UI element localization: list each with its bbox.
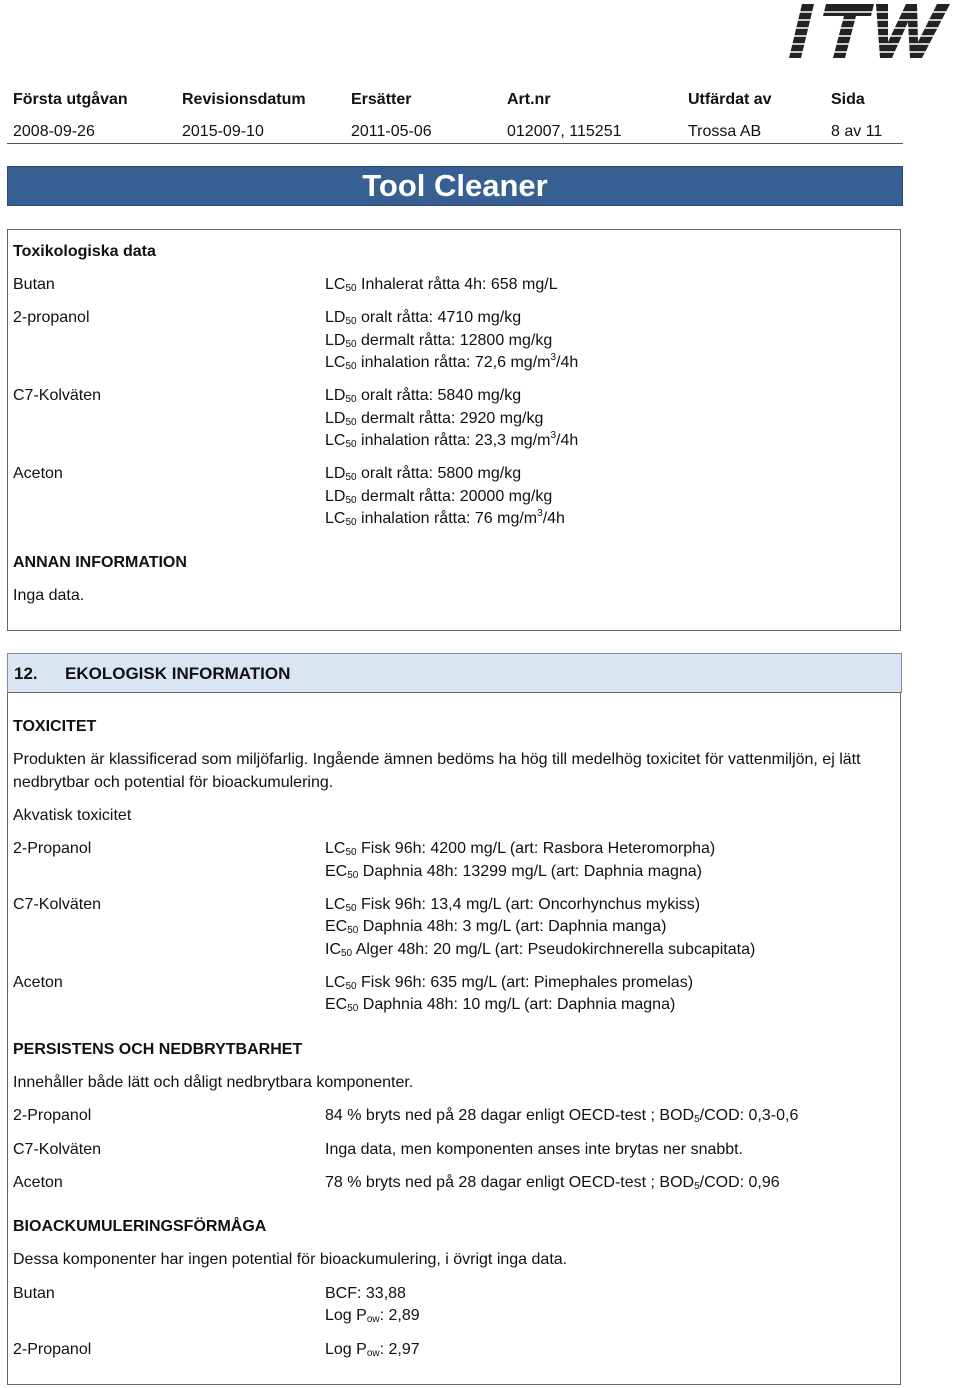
- header-value-first-edition: 2008-09-26: [13, 123, 95, 140]
- header-value-page: 8 av 11: [831, 123, 883, 140]
- persistence-heading: PERSISTENS OCH NEDBRYTBARHET: [13, 1041, 303, 1058]
- itw-logo: [788, 2, 958, 60]
- aq-aceton-line: $EC_{50}$ Daphnia 48h: 10 mg/L (art: Daphnia magna): [325, 996, 676, 1014]
- tox-c7-line: $LD_{50}$ dermalt råtta: 2920 mg/kg: [325, 410, 544, 428]
- pers-aceton-name: Aceton: [13, 1174, 63, 1191]
- bio-propanol-name: 2-Propanol: [13, 1341, 92, 1358]
- aq-c7-line: $IC_{50}$ Alger 48h: 20 mg/L (art: Pseudokirchnerella subcapitata): [325, 941, 756, 959]
- bio-butan-log: Log $P_{ow}$: 2,89: [325, 1307, 420, 1325]
- persistence-intro: Innehåller både lätt och dåligt nedbrytbara komponenter.: [13, 1074, 414, 1091]
- header-label-issued-by: Utfärdat av: [688, 91, 772, 108]
- tox-butan-name: Butan: [13, 276, 55, 293]
- pers-propanol-name: 2-Propanol: [13, 1107, 92, 1124]
- header-label-revision-date: Revisionsdatum: [182, 91, 306, 108]
- tox-aceton-line: $LC_{50}$ inhalation råtta: 76 $mg/m^3/4h$: [325, 508, 565, 528]
- aq-aceton-line: $LC_{50}$ Fisk 96h: 635 mg/L (art: Pimephales promelas): [325, 974, 694, 992]
- other-info-text: Inga data.: [13, 587, 85, 604]
- bioaccumulation-intro: Dessa komponenter har ingen potential för bioackumulering, i övrigt inga data.: [13, 1251, 568, 1268]
- aq-propanol-name: 2-Propanol: [13, 840, 92, 857]
- tox-butan-line: $LC_{50}$ Inhalerat råtta 4h: 658 mg/L: [325, 276, 558, 294]
- bio-butan-name: Butan: [13, 1285, 55, 1302]
- header-value-issued-by: Trossa AB: [688, 123, 762, 140]
- pers-aceton-line: 78 % bryts ned på 28 dagar enligt OECD-test ; $BOD_5$/COD: 0,96: [325, 1174, 780, 1192]
- bio-propanol-log: Log $P_{ow}$: 2,97: [325, 1341, 420, 1359]
- pers-propanol-line: 84 % bryts ned på 28 dagar enligt OECD-test ; $BOD_5$/COD: 0,3-0,6: [325, 1107, 799, 1125]
- tox-heading: Toxikologiska data: [13, 243, 156, 260]
- section-number: 12.: [14, 664, 38, 683]
- pers-c7-name: C7-Kolväten: [13, 1141, 102, 1158]
- bio-butan-bcf: BCF: 33,88: [325, 1285, 406, 1302]
- tox-aceton-line: $LD_{50}$ oralt råtta: 5800 mg/kg: [325, 465, 522, 483]
- header-label-replaces: Ersätter: [351, 91, 412, 108]
- tox-propanol-name: 2-propanol: [13, 309, 90, 326]
- product-title: Tool Cleaner: [7, 166, 903, 206]
- toxicity-paragraph: Produkten är klassificerad som miljöfarlig. Ingående ämnen bedöms ha hög till medelhög toxicitet för vattenmiljön, ej lätt nedbrytbar och potential för bioackumulering.: [13, 751, 861, 791]
- tox-c7-name: C7-Kolväten: [13, 387, 102, 404]
- pers-c7-text: Inga data, men komponenten anses inte brytas ner snabbt.: [325, 1141, 744, 1158]
- tox-c7-line: $LC_{50}$ inhalation råtta: 23,3 $mg/m^3/4h$: [325, 430, 579, 450]
- aquatic-heading: Akvatisk toxicitet: [13, 807, 132, 824]
- tox-propanol-line: $LD_{50}$ dermalt råtta: 12800 mg/kg: [325, 332, 553, 350]
- header-value-revision-date: 2015-09-10: [182, 123, 264, 140]
- aq-c7-line: $LC_{50}$ Fisk 96h: 13,4 mg/L (art: Oncorhynchus mykiss): [325, 896, 701, 914]
- aq-propanol-line: $LC_{50}$ Fisk 96h: 4200 mg/L (art: Rasbora Heteromorpha): [325, 840, 716, 858]
- aq-c7-line: $EC_{50}$ Daphnia 48h: 3 mg/L (art: Daphnia manga): [325, 918, 667, 936]
- header-value-replaces: 2011-05-06: [351, 123, 432, 140]
- aq-propanol-line: $EC_{50}$ Daphnia 48h: 13299 mg/L (art: Daphnia magna): [325, 863, 702, 881]
- bioaccumulation-heading: BIOACKUMULERINGSFÖRMÅGA: [13, 1218, 267, 1235]
- header-divider: [7, 143, 903, 144]
- tox-aceton-line: $LD_{50}$ dermalt råtta: 20000 mg/kg: [325, 488, 553, 506]
- aq-c7-name: C7-Kolväten: [13, 896, 102, 913]
- tox-propanol-line: $LD_{50}$ oralt råtta: 4710 mg/kg: [325, 309, 522, 327]
- tox-aceton-name: Aceton: [13, 465, 63, 482]
- other-info-heading: ANNAN INFORMATION: [13, 554, 187, 571]
- tox-propanol-line: $LC_{50}$ inhalation råtta: 72,6 $mg/m^3/4h$: [325, 352, 579, 372]
- header-label-first-edition: Första utgåvan: [13, 91, 128, 108]
- header-value-art-nr: 012007, 115251: [507, 123, 622, 140]
- section-title: EKOLOGISK INFORMATION: [65, 664, 291, 683]
- header-label-page: Sida: [831, 91, 865, 108]
- tox-c7-line: $LD_{50}$ oralt råtta: 5840 mg/kg: [325, 387, 522, 405]
- toxicity-heading: TOXICITET: [13, 718, 97, 735]
- header-label-art-nr: Art.nr: [507, 91, 551, 108]
- aq-aceton-name: Aceton: [13, 974, 63, 991]
- section-12-header: [7, 653, 902, 693]
